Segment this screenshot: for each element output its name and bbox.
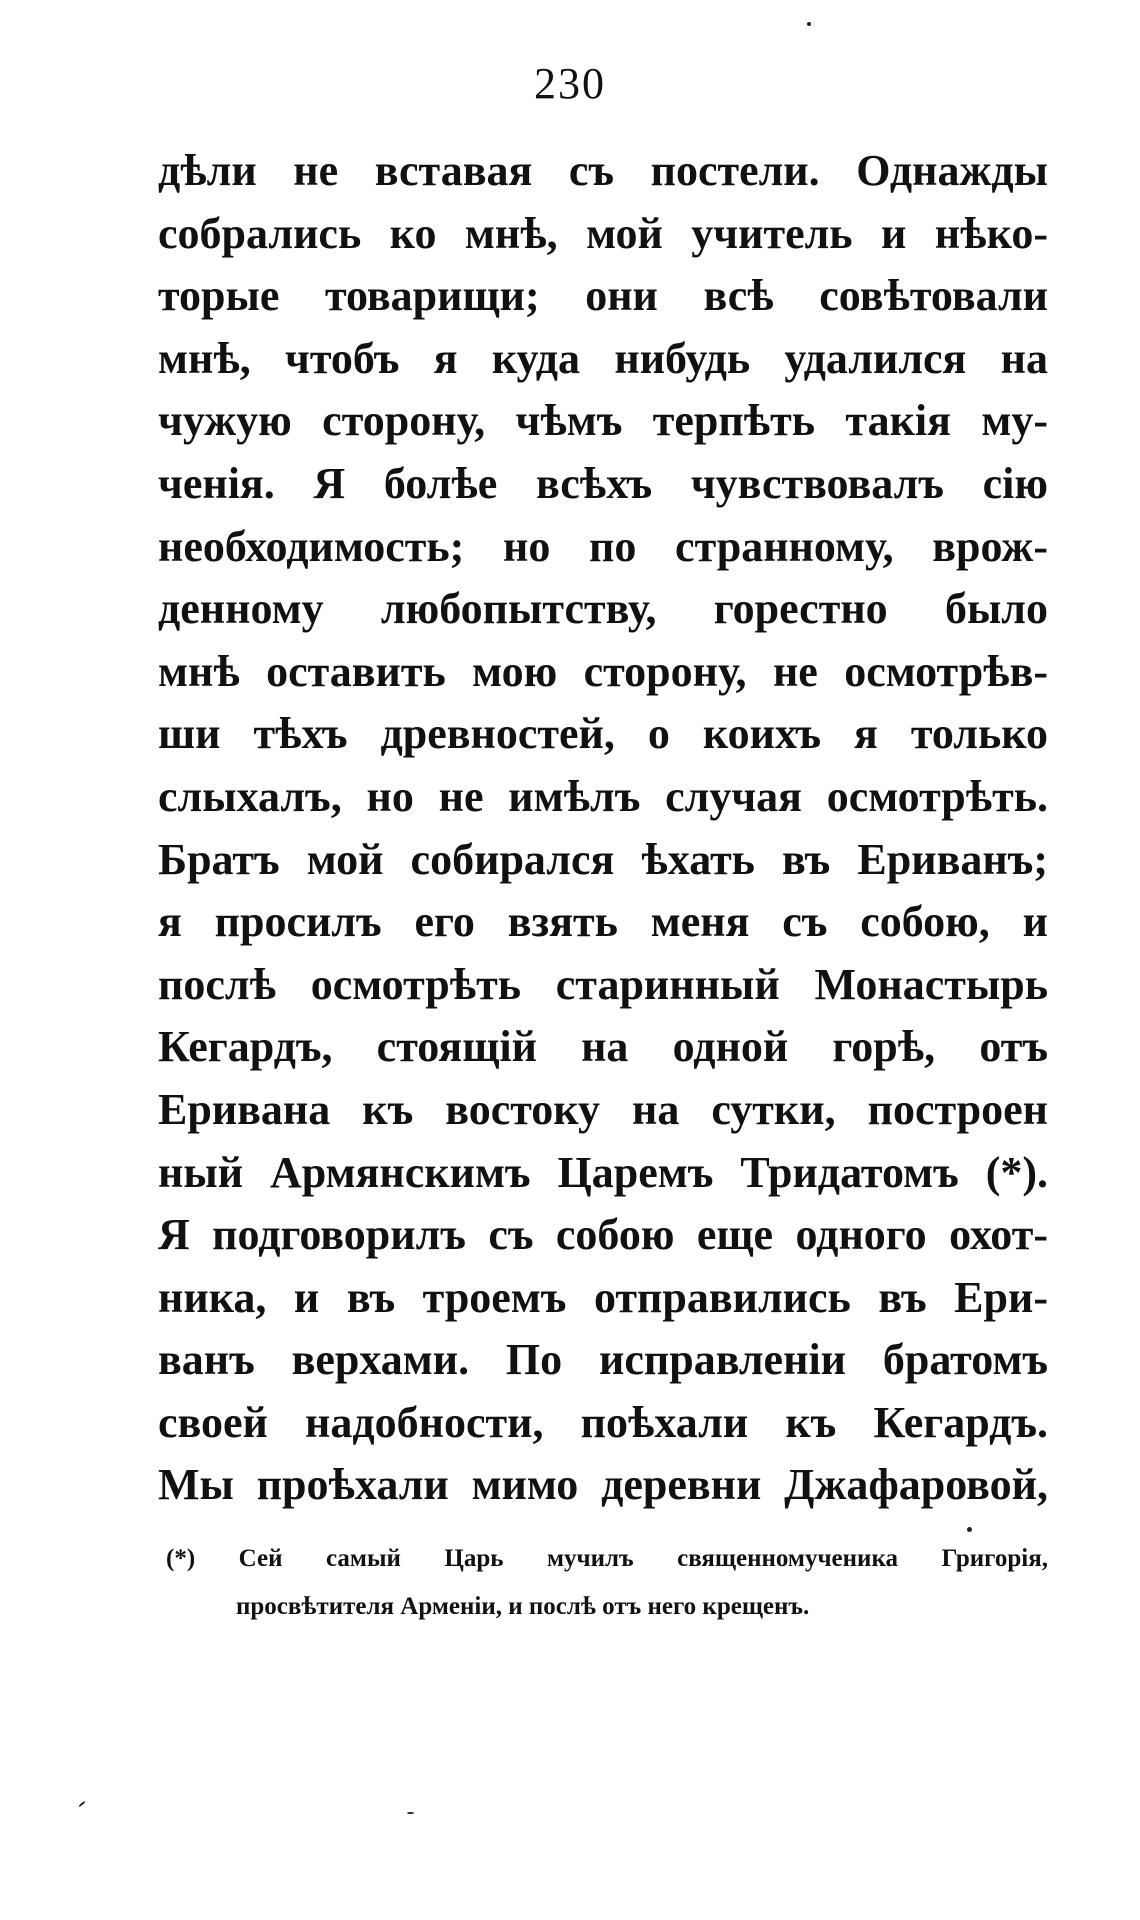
text-line: Братъ мой собирался ѣхать въ Ериванъ;: [158, 834, 1048, 884]
print-speck: [807, 22, 811, 26]
footnote: [158, 1535, 1048, 1631]
text-line: Еривана къ востоку на сутки, построен: [158, 1084, 1048, 1134]
text-line: ши тѣхъ древностей, о коихъ я только: [158, 709, 1048, 759]
print-speck: [407, 1812, 414, 1814]
text-line: ченія. Я болѣе всѣхъ чувствовалъ сію: [158, 458, 1048, 508]
text-line: Мы проѣхали мимо деревни Джафаровой,: [158, 1460, 1048, 1510]
footnote-line: (*) Сей самый Царь мучилъ священномученика Григорія,: [166, 1545, 1048, 1572]
text-line: послѣ осмотрѣть старинный Монастырь: [158, 959, 1048, 1009]
text-line: собрались ко мнѣ, мой учитель и нѣко-: [158, 208, 1048, 258]
text-line: слыхалъ, но не имѣлъ случая осмотрѣть.: [158, 771, 1048, 821]
text-line: ный Армянскимъ Царемъ Тридатомъ (*).: [158, 1147, 1048, 1197]
print-speck: [78, 1801, 85, 1808]
footnote-line: просвѣтителя Арменіи, и послѣ отъ него крещенъ.: [236, 1593, 810, 1620]
text-line: денному любопытству, горестно было: [158, 584, 1048, 634]
text-line: торые товарищи; они всѣ совѣтовали: [158, 271, 1048, 321]
text-line: необходимость; но по странному, врож-: [158, 521, 1048, 571]
text-line: своей надобности, поѣхали къ Кегардъ.: [158, 1397, 1048, 1447]
text-line: мнѣ, чтобъ я куда нибудь удалился на: [158, 333, 1048, 383]
text-line: чужую сторону, чѣмъ терпѣть такія му-: [158, 396, 1048, 446]
print-speck: [967, 1527, 972, 1532]
page-number: 230: [534, 59, 606, 108]
text-line: Кегардъ, стоящій на одной горѣ, отъ: [158, 1022, 1048, 1072]
text-line: дѣли не вставая съ постели. Однажды: [158, 146, 1048, 195]
text-line: ванъ верхами. По исправленіи братомъ: [158, 1335, 1048, 1385]
text-line: мнѣ оставить мою сторону, не осмотрѣв-: [158, 646, 1048, 696]
text-line: ника, и въ троемъ отправились въ Ери-: [158, 1272, 1048, 1322]
text-line: Я подговорилъ съ собою еще одного охот-: [158, 1210, 1048, 1260]
text-line: я просилъ его взять меня съ собою, и: [158, 897, 1048, 947]
body-text: [158, 140, 1048, 1517]
